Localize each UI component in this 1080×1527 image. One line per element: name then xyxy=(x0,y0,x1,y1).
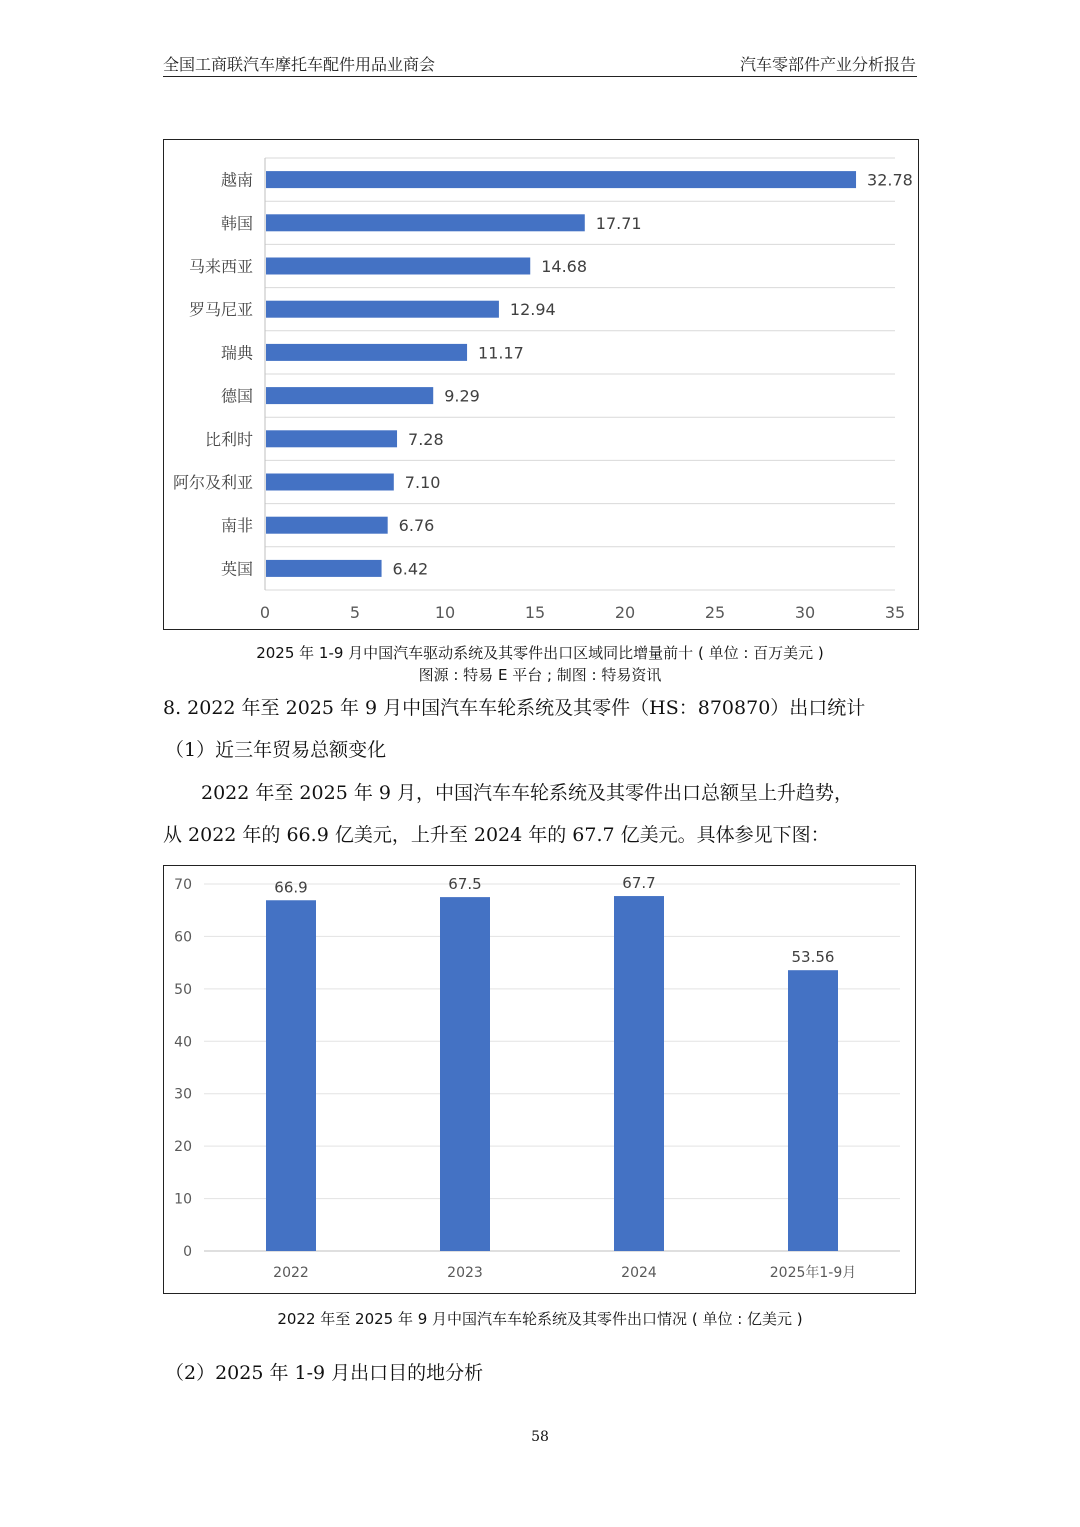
chart1-value-label: 7.28 xyxy=(408,429,444,449)
chart2-value-label: 66.9 xyxy=(274,878,308,897)
subheading-destination: （2）2025 年 1-9 月出口目的地分析 xyxy=(165,1362,484,1384)
chart1-caption: 2025 年 1-9 月中国汽车驱动系统及其零件出口区域同比增量前十 ( 单位 : 百万美元 ) xyxy=(256,644,824,662)
chart1-category-label: 瑞典 xyxy=(220,343,253,363)
chart1-x-tick-label: 5 xyxy=(349,603,361,622)
chart2-x-tick-label: 2023 xyxy=(447,1265,483,1281)
chart1-category-label: 罗马尼亚 xyxy=(188,300,253,320)
chart1-bar xyxy=(266,258,530,275)
chart1-value-label: 11.17 xyxy=(478,343,524,363)
chart1-category-label: 比利时 xyxy=(204,429,253,449)
chart2-y-tick-label: 70 xyxy=(174,877,192,893)
chart2-y-tick-label: 0 xyxy=(183,1244,192,1260)
chart2-value-label: 67.5 xyxy=(448,875,482,894)
chart1-x-tick-label: 35 xyxy=(884,603,906,622)
chart2-y-tick-label: 10 xyxy=(174,1191,192,1208)
header-divider xyxy=(163,76,917,77)
chart1-bar xyxy=(266,301,499,318)
chart2-bar xyxy=(614,896,664,1251)
chart1-category-label: 英国 xyxy=(220,559,253,579)
chart1-bar xyxy=(266,474,394,491)
chart1-value-label: 32.78 xyxy=(867,170,913,190)
chart1-x-tick-label: 10 xyxy=(434,603,456,622)
chart1-bar xyxy=(266,344,467,361)
chart2-value-label: 53.56 xyxy=(791,948,835,967)
chart1-value-label: 14.68 xyxy=(541,257,588,276)
chart1-bar xyxy=(266,214,585,231)
section-heading: 8. 2022 年至 2025 年 9 月中国汽车车轮系统及其零件（HS：870870）出口统计 xyxy=(163,697,866,719)
chart1-category-label: 越南 xyxy=(220,170,253,190)
chart2-y-tick-label: 20 xyxy=(174,1139,192,1156)
chart1-value-label: 9.29 xyxy=(444,386,480,406)
chart2-caption: 2022 年至 2025 年 9 月中国汽车车轮系统及其零件出口情况 ( 单位 : 亿美元 ) xyxy=(277,1310,803,1328)
chart1-category-label: 南非 xyxy=(220,516,253,536)
chart1-bar xyxy=(266,430,397,447)
chart1-bar xyxy=(266,171,856,188)
chart1-value-label: 6.42 xyxy=(392,559,429,579)
paragraph-line-1: 2022 年至 2025 年 9 月，中国汽车车轮系统及其零件出口总额呈上升趋势， xyxy=(201,782,853,804)
chart2-x-tick-label: 2024 xyxy=(621,1265,657,1281)
chart1-bar xyxy=(266,517,388,534)
paragraph-line-2: 从 2022 年的 66.9 亿美元，上升至 2024 年的 67.7 亿美元。具体参见下图： xyxy=(163,824,830,846)
chart2-x-tick-label: 2025年1-9月 xyxy=(769,1265,857,1281)
chart2-value-label: 67.7 xyxy=(622,874,656,893)
chart-wheel-export-yearly xyxy=(163,865,916,1294)
chart1-svg xyxy=(164,140,917,628)
chart1-bar xyxy=(266,387,433,404)
chart2-x-tick-label: 2022 xyxy=(273,1265,309,1281)
chart1-category-label: 阿尔及利亚 xyxy=(172,473,253,492)
chart1-x-tick-label: 20 xyxy=(614,603,636,622)
chart1-source: 图源 : 特易 E 平台 ; 制图 : 特易资讯 xyxy=(418,666,662,684)
header-left: 全国工商联汽车摩托车配件用品业商会 xyxy=(163,55,436,74)
chart2-bar xyxy=(788,970,838,1251)
chart2-y-tick-label: 40 xyxy=(174,1034,192,1051)
chart1-value-label: 17.71 xyxy=(595,213,642,233)
chart1-bar xyxy=(266,560,382,577)
chart2-y-tick-label: 60 xyxy=(174,929,192,946)
chart2-svg xyxy=(164,866,914,1292)
chart2-bar xyxy=(440,897,490,1251)
chart1-x-tick-label: 0 xyxy=(259,603,271,622)
chart1-category-label: 韩国 xyxy=(220,213,253,233)
chart1-value-label: 7.10 xyxy=(404,473,441,492)
chart-export-increase-top10 xyxy=(163,139,919,630)
chart1-category-label: 德国 xyxy=(220,386,253,406)
chart1-x-tick-label: 30 xyxy=(794,603,816,622)
chart1-value-label: 12.94 xyxy=(509,300,556,320)
chart2-bar xyxy=(266,900,316,1251)
header-right: 汽车零部件产业分析报告 xyxy=(739,55,916,74)
chart1-x-tick-label: 25 xyxy=(704,603,726,622)
page-number: 58 xyxy=(531,1429,549,1445)
chart2-y-tick-label: 30 xyxy=(174,1086,192,1103)
subheading-trade-total: （1）近三年贸易总额变化 xyxy=(165,739,387,761)
chart1-value-label: 6.76 xyxy=(398,516,435,536)
chart2-y-tick-label: 50 xyxy=(174,981,192,998)
chart1-category-label: 马来西亚 xyxy=(188,257,253,276)
chart1-x-tick-label: 15 xyxy=(524,603,546,622)
